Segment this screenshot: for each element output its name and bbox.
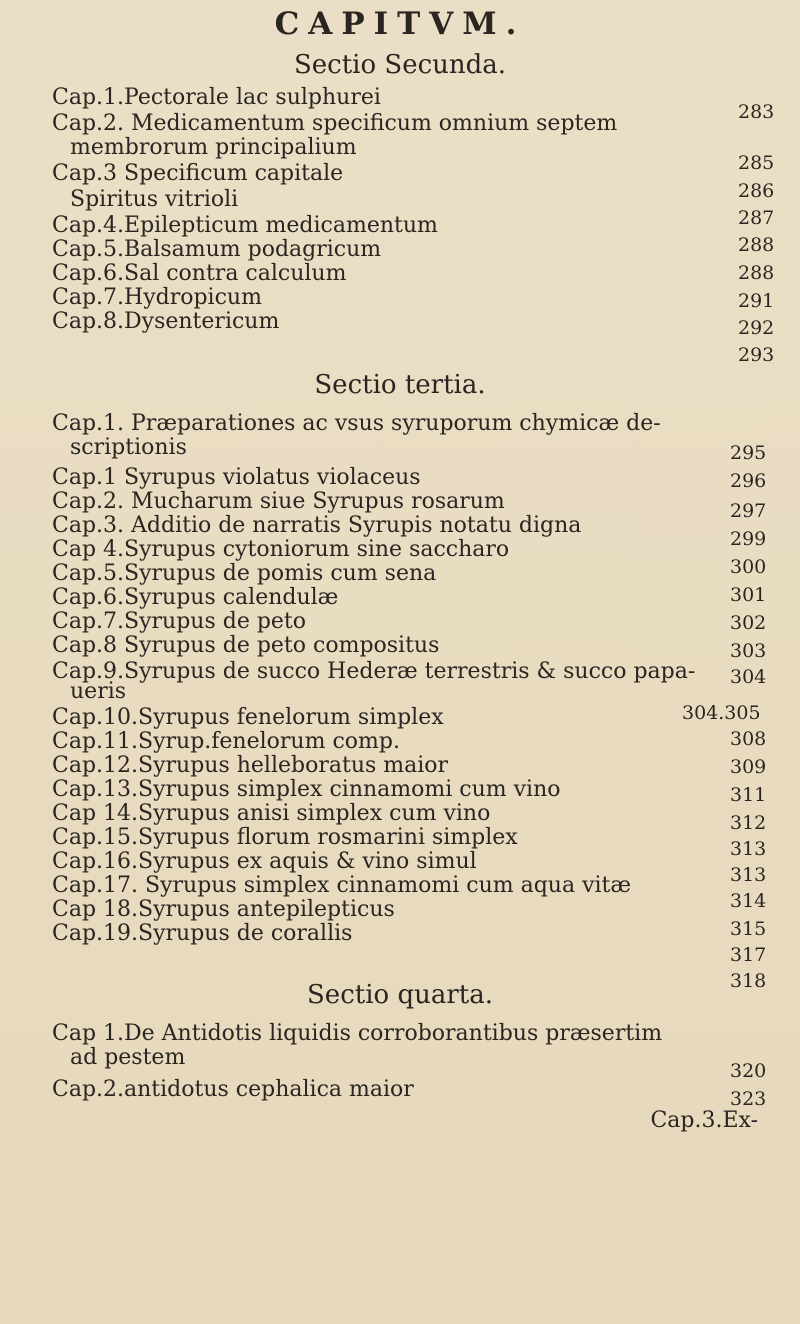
toc-entry: Spiritus vitrioli: [70, 187, 239, 212]
toc-page-number: 304: [730, 666, 767, 688]
running-header: CAPITVM.: [274, 6, 526, 42]
toc-entry: Cap.1. Præparationes ac vsus syruporum chymicæ de-: [52, 411, 661, 436]
toc-entry: Cap.2. Medicamentum specificum omnium septem: [52, 111, 618, 136]
toc-page-number: 302: [730, 612, 767, 634]
toc-page-number: 293: [738, 344, 775, 366]
toc-page-number: 308: [730, 728, 767, 750]
toc-entry: Cap.1.Pectorale lac sulphurei: [52, 85, 381, 110]
toc-entry: Cap.17. Syrupus simplex cinnamomi cum aqua vitæ: [52, 873, 632, 898]
toc-page-number: 314: [730, 890, 767, 912]
toc-page-number: 292: [738, 317, 775, 339]
toc-page-number: 304.305: [682, 702, 761, 724]
toc-entry: Cap 14.Syrupus anisi simplex cum vino: [52, 801, 491, 826]
toc-entry: Cap.1 Syrupus violatus violaceus: [52, 465, 421, 490]
toc-page-number: 313: [730, 838, 767, 860]
toc-entry: Cap.11.Syrup.fenelorum comp.: [52, 729, 400, 754]
toc-page-number: 312: [730, 812, 767, 834]
toc-entry: Cap.5.Syrupus de pomis cum sena: [52, 561, 437, 586]
toc-entry: Cap 1.De Antidotis liquidis corroborantibus præsertim: [52, 1021, 663, 1046]
toc-entry: Cap.5.Balsamum podagricum: [52, 237, 382, 262]
toc-page-number: 297: [730, 500, 767, 522]
toc-page-number: 295: [730, 442, 767, 464]
toc-entry-continuation: scriptionis: [70, 435, 187, 460]
toc-page-number: 287: [738, 207, 775, 229]
toc-entry: Cap.4.Epilepticum medicamentum: [52, 213, 438, 238]
toc-page-number: 296: [730, 470, 767, 492]
toc-page-number: 288: [738, 262, 775, 284]
toc-page-number: 288: [738, 234, 775, 256]
toc-page-number: 286: [738, 180, 775, 202]
toc-page-number: 299: [730, 528, 767, 550]
toc-entry: Cap.7.Hydropicum: [52, 285, 262, 310]
toc-entry: Cap.3 Specificum capitale: [52, 161, 344, 186]
toc-entry: Cap.7.Syrupus de peto: [52, 609, 307, 634]
toc-page-number: 320: [730, 1060, 767, 1082]
catchword: Cap.3.Ex-: [650, 1108, 758, 1133]
toc-entry: Cap.2.antidotus cephalica maior: [52, 1077, 414, 1102]
toc-entry: Cap.2. Mucharum siue Syrupus rosarum: [52, 489, 505, 514]
toc-page-number: 301: [730, 584, 767, 606]
toc-entry: Cap.9.Syrupus de succo Hederæ terrestris & succo papa-: [52, 659, 696, 684]
toc-page-number: 285: [738, 152, 775, 174]
toc-entry: Cap.8.Dysentericum: [52, 309, 280, 334]
toc-entry: Cap.3. Additio de narratis Syrupis notatu digna: [52, 513, 582, 538]
toc-page-number: 315: [730, 918, 767, 940]
section-title-quarta: Sectio quarta.: [307, 980, 493, 1010]
toc-page-number: 300: [730, 556, 767, 578]
toc-entry: Cap.6.Sal contra calculum: [52, 261, 347, 286]
toc-page-number: 309: [730, 756, 767, 778]
toc-entry-continuation: membrorum principalium: [70, 135, 357, 160]
toc-entry: Cap.16.Syrupus ex aquis & vino simul: [52, 849, 477, 874]
toc-page-number: 291: [738, 290, 775, 312]
toc-entry: Cap.8 Syrupus de peto compositus: [52, 633, 440, 658]
toc-page-number: 318: [730, 970, 767, 992]
toc-page-number: 311: [730, 784, 767, 806]
toc-entry: Cap.15.Syrupus florum rosmarini simplex: [52, 825, 518, 850]
toc-entry: Cap.6.Syrupus calendulæ: [52, 585, 339, 610]
toc-entry: Cap.12.Syrupus helleboratus maior: [52, 753, 449, 778]
toc-entry: Cap.10.Syrupus fenelorum simplex: [52, 705, 444, 730]
toc-entry: Cap.13.Syrupus simplex cinnamomi cum vino: [52, 777, 561, 802]
section-title-tertia: Sectio tertia.: [314, 370, 486, 400]
toc-page-number: 323: [730, 1088, 767, 1110]
toc-entry-continuation: ueris: [70, 679, 127, 704]
toc-page-number: 283: [738, 101, 775, 123]
toc-page-number: 317: [730, 944, 767, 966]
toc-entry-continuation: ad pestem: [70, 1045, 186, 1070]
toc-entry: Cap 18.Syrupus antepilepticus: [52, 897, 395, 922]
toc-page-number: 303: [730, 640, 767, 662]
toc-page-number: 313: [730, 864, 767, 886]
section-title-secunda: Sectio Secunda.: [293, 50, 507, 80]
toc-entry: Cap.19.Syrupus de corallis: [52, 921, 353, 946]
toc-entry: Cap 4.Syrupus cytoniorum sine saccharo: [52, 537, 510, 562]
